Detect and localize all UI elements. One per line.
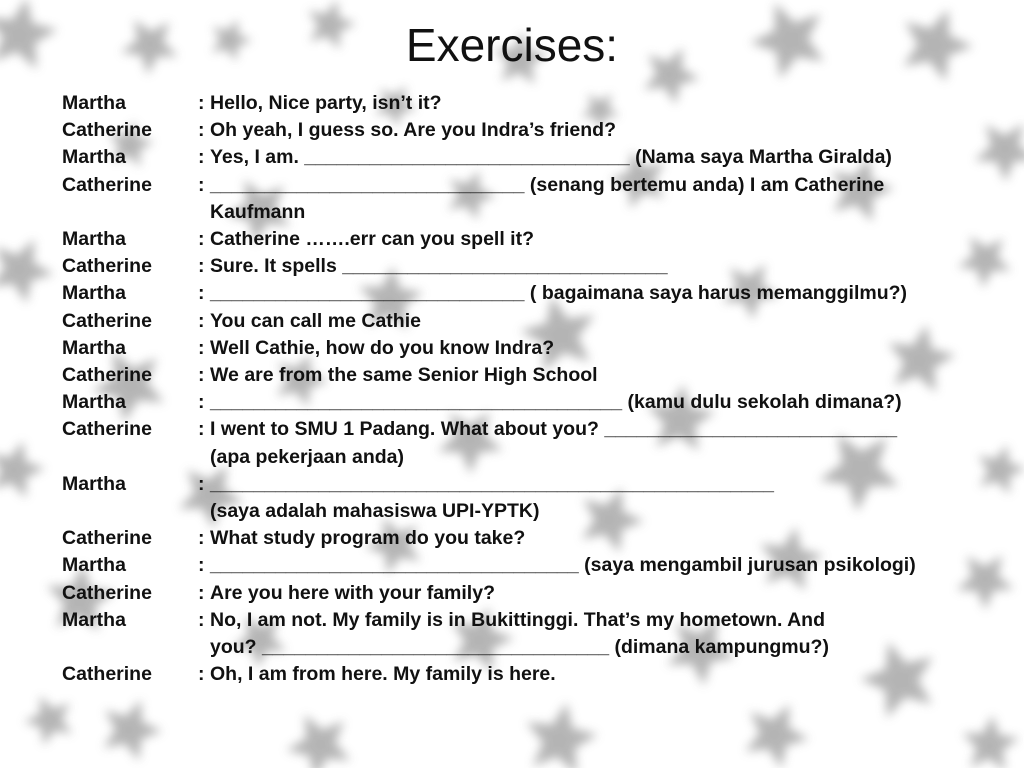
utterance-text: _____________________________ (senang bertemu anda) I am Catherine	[210, 173, 885, 196]
utterance-text: ______________________________________ (kamu dulu sekolah dimana?)	[210, 391, 902, 414]
slide-title: Exercises:	[405, 19, 619, 71]
speaker-name: Catherine	[62, 527, 152, 550]
utterance: : Are you here with your family?	[198, 581, 495, 604]
speaker-name: Catherine	[62, 581, 152, 604]
speaker-name: Catherine	[62, 364, 152, 387]
utterance: : ______________________________________ (kamu dulu sekolah dimana?)	[198, 391, 902, 414]
star-icon	[962, 715, 1019, 768]
dialogue-line	[62, 362, 992, 389]
speaker-name: Catherine	[62, 119, 152, 142]
star-icon	[104, 700, 163, 761]
speaker-name: Catherine	[62, 255, 152, 278]
dialogue-line	[62, 144, 992, 171]
star-icon	[24, 696, 72, 745]
utterance-text: __________________________________ (saya mengambil jurusan psikologi)	[210, 554, 916, 577]
utterance-text: Oh yeah, I guess so. Are you Indra’s friend?	[210, 119, 616, 142]
utterance: : You can call me Cathie	[198, 309, 421, 332]
dialogue-line	[62, 90, 992, 117]
speaker-name: Martha	[62, 282, 126, 305]
speaker-name: Catherine	[62, 173, 152, 196]
utterance: : __________________________________ (saya mengambil jurusan psikologi)	[198, 554, 916, 577]
dialogue-line	[62, 172, 992, 226]
dialogue-line	[62, 389, 992, 416]
utterance-text: Sure. It spells ______________________________	[210, 255, 668, 278]
utterance: : Oh, I am from here. My family is here.	[198, 663, 556, 686]
dialogue-line	[62, 525, 992, 552]
utterance-text: Catherine …….err can you spell it?	[210, 228, 534, 251]
speaker-name: Catherine	[62, 418, 152, 441]
utterance: : I went to SMU 1 Padang. What about you? ___________________________ (apa pekerjaan anda)	[198, 416, 992, 470]
utterance-text: _____________________________ ( bagaimana saya harus memanggilmu?)	[210, 282, 908, 305]
utterance-text: Yes, I am. ______________________________ (Nama saya Martha Giralda)	[210, 146, 892, 169]
star-icon	[286, 715, 350, 768]
speaker-name: Martha	[62, 228, 126, 251]
utterance: : Catherine …….err can you spell it?	[198, 228, 534, 251]
utterance: : Oh yeah, I guess so. Are you Indra’s friend?	[198, 119, 616, 142]
utterance-text: What study program do you take?	[210, 527, 526, 550]
dialogue-line	[62, 661, 992, 688]
utterance: : No, I am not. My family is in Bukittinggi. That’s my hometown. And you? ________________________________ (dimana kampungmu?)	[198, 607, 992, 661]
speaker-name: Martha	[62, 92, 126, 114]
utterance-text: ____________________________________________________	[210, 472, 774, 495]
speaker-name: Martha	[62, 336, 126, 359]
dialogue-line	[62, 280, 992, 307]
speaker-name: Martha	[62, 472, 126, 495]
dialogue-line	[62, 552, 992, 579]
utterance-continuation: Kaufmann	[210, 200, 306, 223]
utterance-continuation: you? ________________________________ (dimana kampungmu?)	[210, 636, 829, 659]
utterance: : Hello, Nice party, isn’t it?	[198, 92, 442, 114]
utterance: : Well Cathie, how do you know Indra?	[198, 336, 555, 359]
speaker-name: Martha	[62, 391, 126, 414]
dialogue-line	[62, 335, 992, 362]
dialogue-line	[62, 416, 992, 470]
utterance: : Sure. It spells ______________________________	[198, 255, 668, 278]
dialogue-line	[62, 226, 992, 253]
dialogue-line	[62, 117, 992, 144]
star-icon	[0, 239, 54, 303]
utterance-text: We are from the same Senior High School	[210, 364, 598, 387]
utterance: : _____________________________ (senang bertemu anda) I am Catherine Kaufmann	[198, 172, 992, 226]
speaker-name: Martha	[62, 554, 126, 577]
utterance-text: Are you here with your family?	[210, 581, 495, 604]
utterance-continuation: (apa pekerjaan anda)	[210, 445, 404, 468]
dialogue-line	[62, 253, 992, 280]
utterance-text: You can call me Cathie	[210, 309, 421, 332]
dialogue-line	[62, 607, 992, 661]
dialogue-line	[62, 580, 992, 607]
star-icon	[526, 703, 597, 768]
dialogue-list	[62, 90, 992, 688]
utterance: : ____________________________________________________ (saya adalah mahasiswa UPI-YPTK)	[198, 471, 992, 525]
utterance: : We are from the same Senior High School	[198, 364, 598, 387]
speaker-name: Catherine	[62, 309, 152, 332]
utterance: : _____________________________ ( bagaimana saya harus memanggilmu?)	[198, 282, 908, 305]
utterance-text: No, I am not. My family is in Bukittinggi. That’s my hometown. And	[210, 608, 826, 631]
utterance: : Yes, I am. ______________________________ (Nama saya Martha Giralda)	[198, 146, 892, 169]
dialogue-line	[62, 308, 992, 335]
utterance-continuation: (saya adalah mahasiswa UPI-YPTK)	[210, 500, 540, 523]
dialogue-line	[62, 471, 992, 525]
utterance-text: Well Cathie, how do you know Indra?	[210, 336, 555, 359]
star-icon	[0, 441, 45, 498]
utterance-text: Oh, I am from here. My family is here.	[210, 663, 556, 686]
speaker-name: Martha	[62, 608, 126, 631]
utterance-text: Hello, Nice party, isn’t it?	[210, 92, 442, 114]
star-icon	[745, 704, 808, 768]
utterance: : What study program do you take?	[198, 527, 526, 550]
utterance-text: I went to SMU 1 Padang. What about you? ___________________________	[210, 418, 898, 441]
speaker-name: Catherine	[62, 663, 152, 686]
speaker-name: Martha	[62, 146, 126, 169]
